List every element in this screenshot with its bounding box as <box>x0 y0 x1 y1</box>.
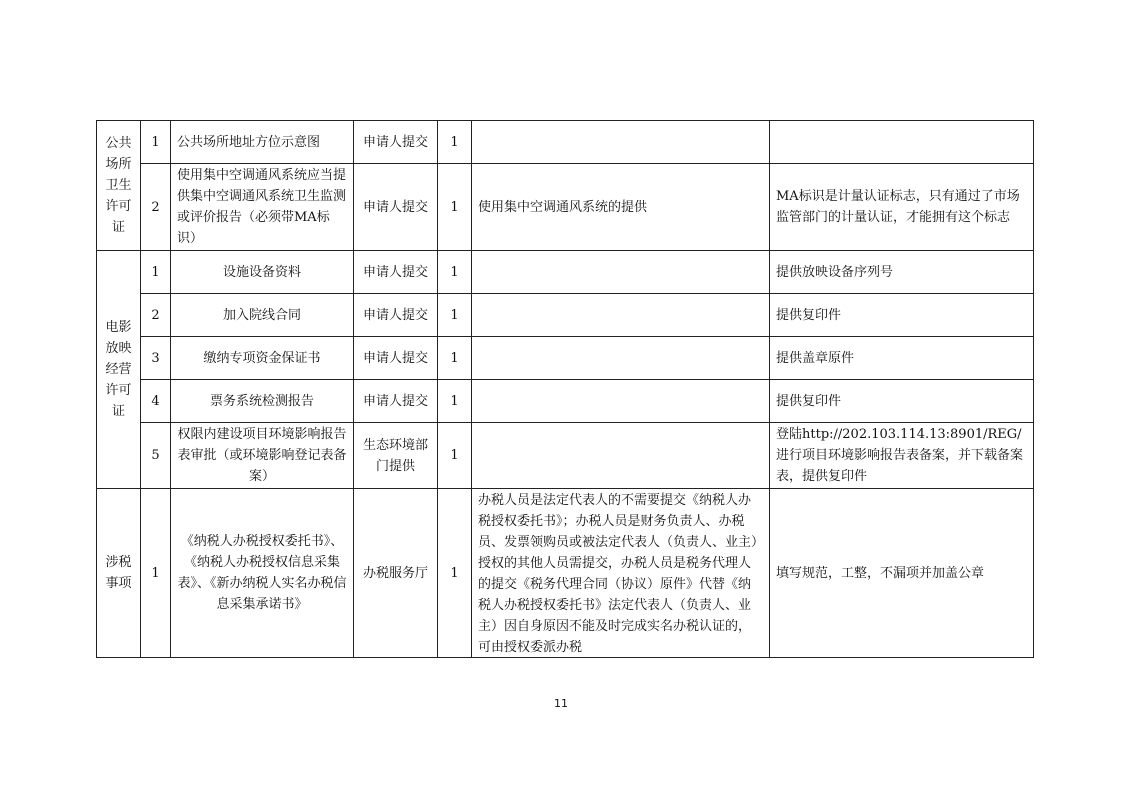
material-name: 票务系统检测报告 <box>171 380 354 423</box>
material-name: 设施设备资料 <box>171 251 354 294</box>
material-name: 缴纳专项资金保证书 <box>171 337 354 380</box>
table-row <box>97 380 1034 423</box>
item-number: 4 <box>141 380 171 423</box>
material-source: 申请人提交 <box>354 380 438 423</box>
item-number: 1 <box>141 489 171 658</box>
submission-requirement <box>472 251 770 294</box>
copies-count: 1 <box>438 164 472 251</box>
remark: 登陆http://202.103.114.13:8901/REG/进行项目环境影响报告表备案，并下载备案表，提供复印件 <box>770 423 1034 489</box>
item-number: 1 <box>141 121 171 164</box>
remark: 提供放映设备序列号 <box>770 251 1034 294</box>
item-number: 5 <box>141 423 171 489</box>
category-label: 涉税事项 <box>105 555 132 591</box>
submission-requirement <box>472 294 770 337</box>
table-row <box>97 337 1034 380</box>
material-source: 申请人提交 <box>354 294 438 337</box>
submission-requirement <box>472 121 770 164</box>
material-name: 《纳税人办税授权委托书》、《纳税人办税授权信息采集表》、《新办纳税人实名办税信息采集承诺书》 <box>171 489 354 658</box>
item-number: 2 <box>141 164 171 251</box>
remark: 提供盖章原件 <box>770 337 1034 380</box>
table-row <box>97 164 1034 251</box>
material-source: 办税服务厅 <box>354 489 438 658</box>
table-row <box>97 294 1034 337</box>
submission-requirement-text: 办税人员是法定代表人的不需要提交《纳税人办税授权委托书》；办税人员是财务负责人、办税员、发票领购员或被法定代表人（负责人、业主）授权的其他人员需提交，办税人员是税务代理人的提交《税务代理合同（协议）原件》代替《纳税人办税授权委托书》法定代表人（负责人、业主）因自身原因不能及时完成实名办税认证的，可由授权委派办税 <box>478 493 758 655</box>
copies-count: 1 <box>438 337 472 380</box>
copies-count: 1 <box>438 121 472 164</box>
copies-count: 1 <box>438 423 472 489</box>
category-label: 公共场所卫生许可证 <box>105 136 132 235</box>
material-source: 申请人提交 <box>354 251 438 294</box>
material-source: 申请人提交 <box>354 337 438 380</box>
material-name: 加入院线合同 <box>171 294 354 337</box>
submission-requirement <box>472 489 770 658</box>
remark: 提供复印件 <box>770 294 1034 337</box>
material-name: 权限内建设项目环境影响报告表审批（或环境影响登记表备案） <box>171 423 354 489</box>
material-name: 公共场所地址方位示意图 <box>171 121 354 164</box>
category-cell <box>97 489 141 658</box>
table-row <box>97 251 1034 294</box>
submission-requirement: 使用集中空调通风系统的提供 <box>472 164 770 251</box>
remark: MA标识是计量认证标志，只有通过了市场监管部门的计量认证，才能拥有这个标志 <box>770 164 1034 251</box>
submission-requirement <box>472 337 770 380</box>
table-row <box>97 489 1034 658</box>
remark: 提供复印件 <box>770 380 1034 423</box>
table-row <box>97 423 1034 489</box>
category-cell <box>97 251 141 489</box>
submission-requirement <box>472 423 770 489</box>
page-number: 11 <box>554 697 568 710</box>
category-cell <box>97 121 141 251</box>
copies-count: 1 <box>438 380 472 423</box>
materials-table <box>96 120 1034 658</box>
material-source: 申请人提交 <box>354 164 438 251</box>
copies-count: 1 <box>438 489 472 658</box>
item-number: 1 <box>141 251 171 294</box>
submission-requirement <box>472 380 770 423</box>
table-row <box>97 121 1034 164</box>
category-label: 电影放映经营许可证 <box>105 320 132 419</box>
material-source: 申请人提交 <box>354 121 438 164</box>
remark <box>770 121 1034 164</box>
material-name: 使用集中空调通风系统应当提供集中空调通风系统卫生监测或评价报告（必须带MA标识） <box>171 164 354 251</box>
copies-count: 1 <box>438 294 472 337</box>
remark: 填写规范，工整，不漏项并加盖公章 <box>770 489 1034 658</box>
copies-count: 1 <box>438 251 472 294</box>
material-source: 生态环境部门提供 <box>354 423 438 489</box>
item-number: 3 <box>141 337 171 380</box>
item-number: 2 <box>141 294 171 337</box>
